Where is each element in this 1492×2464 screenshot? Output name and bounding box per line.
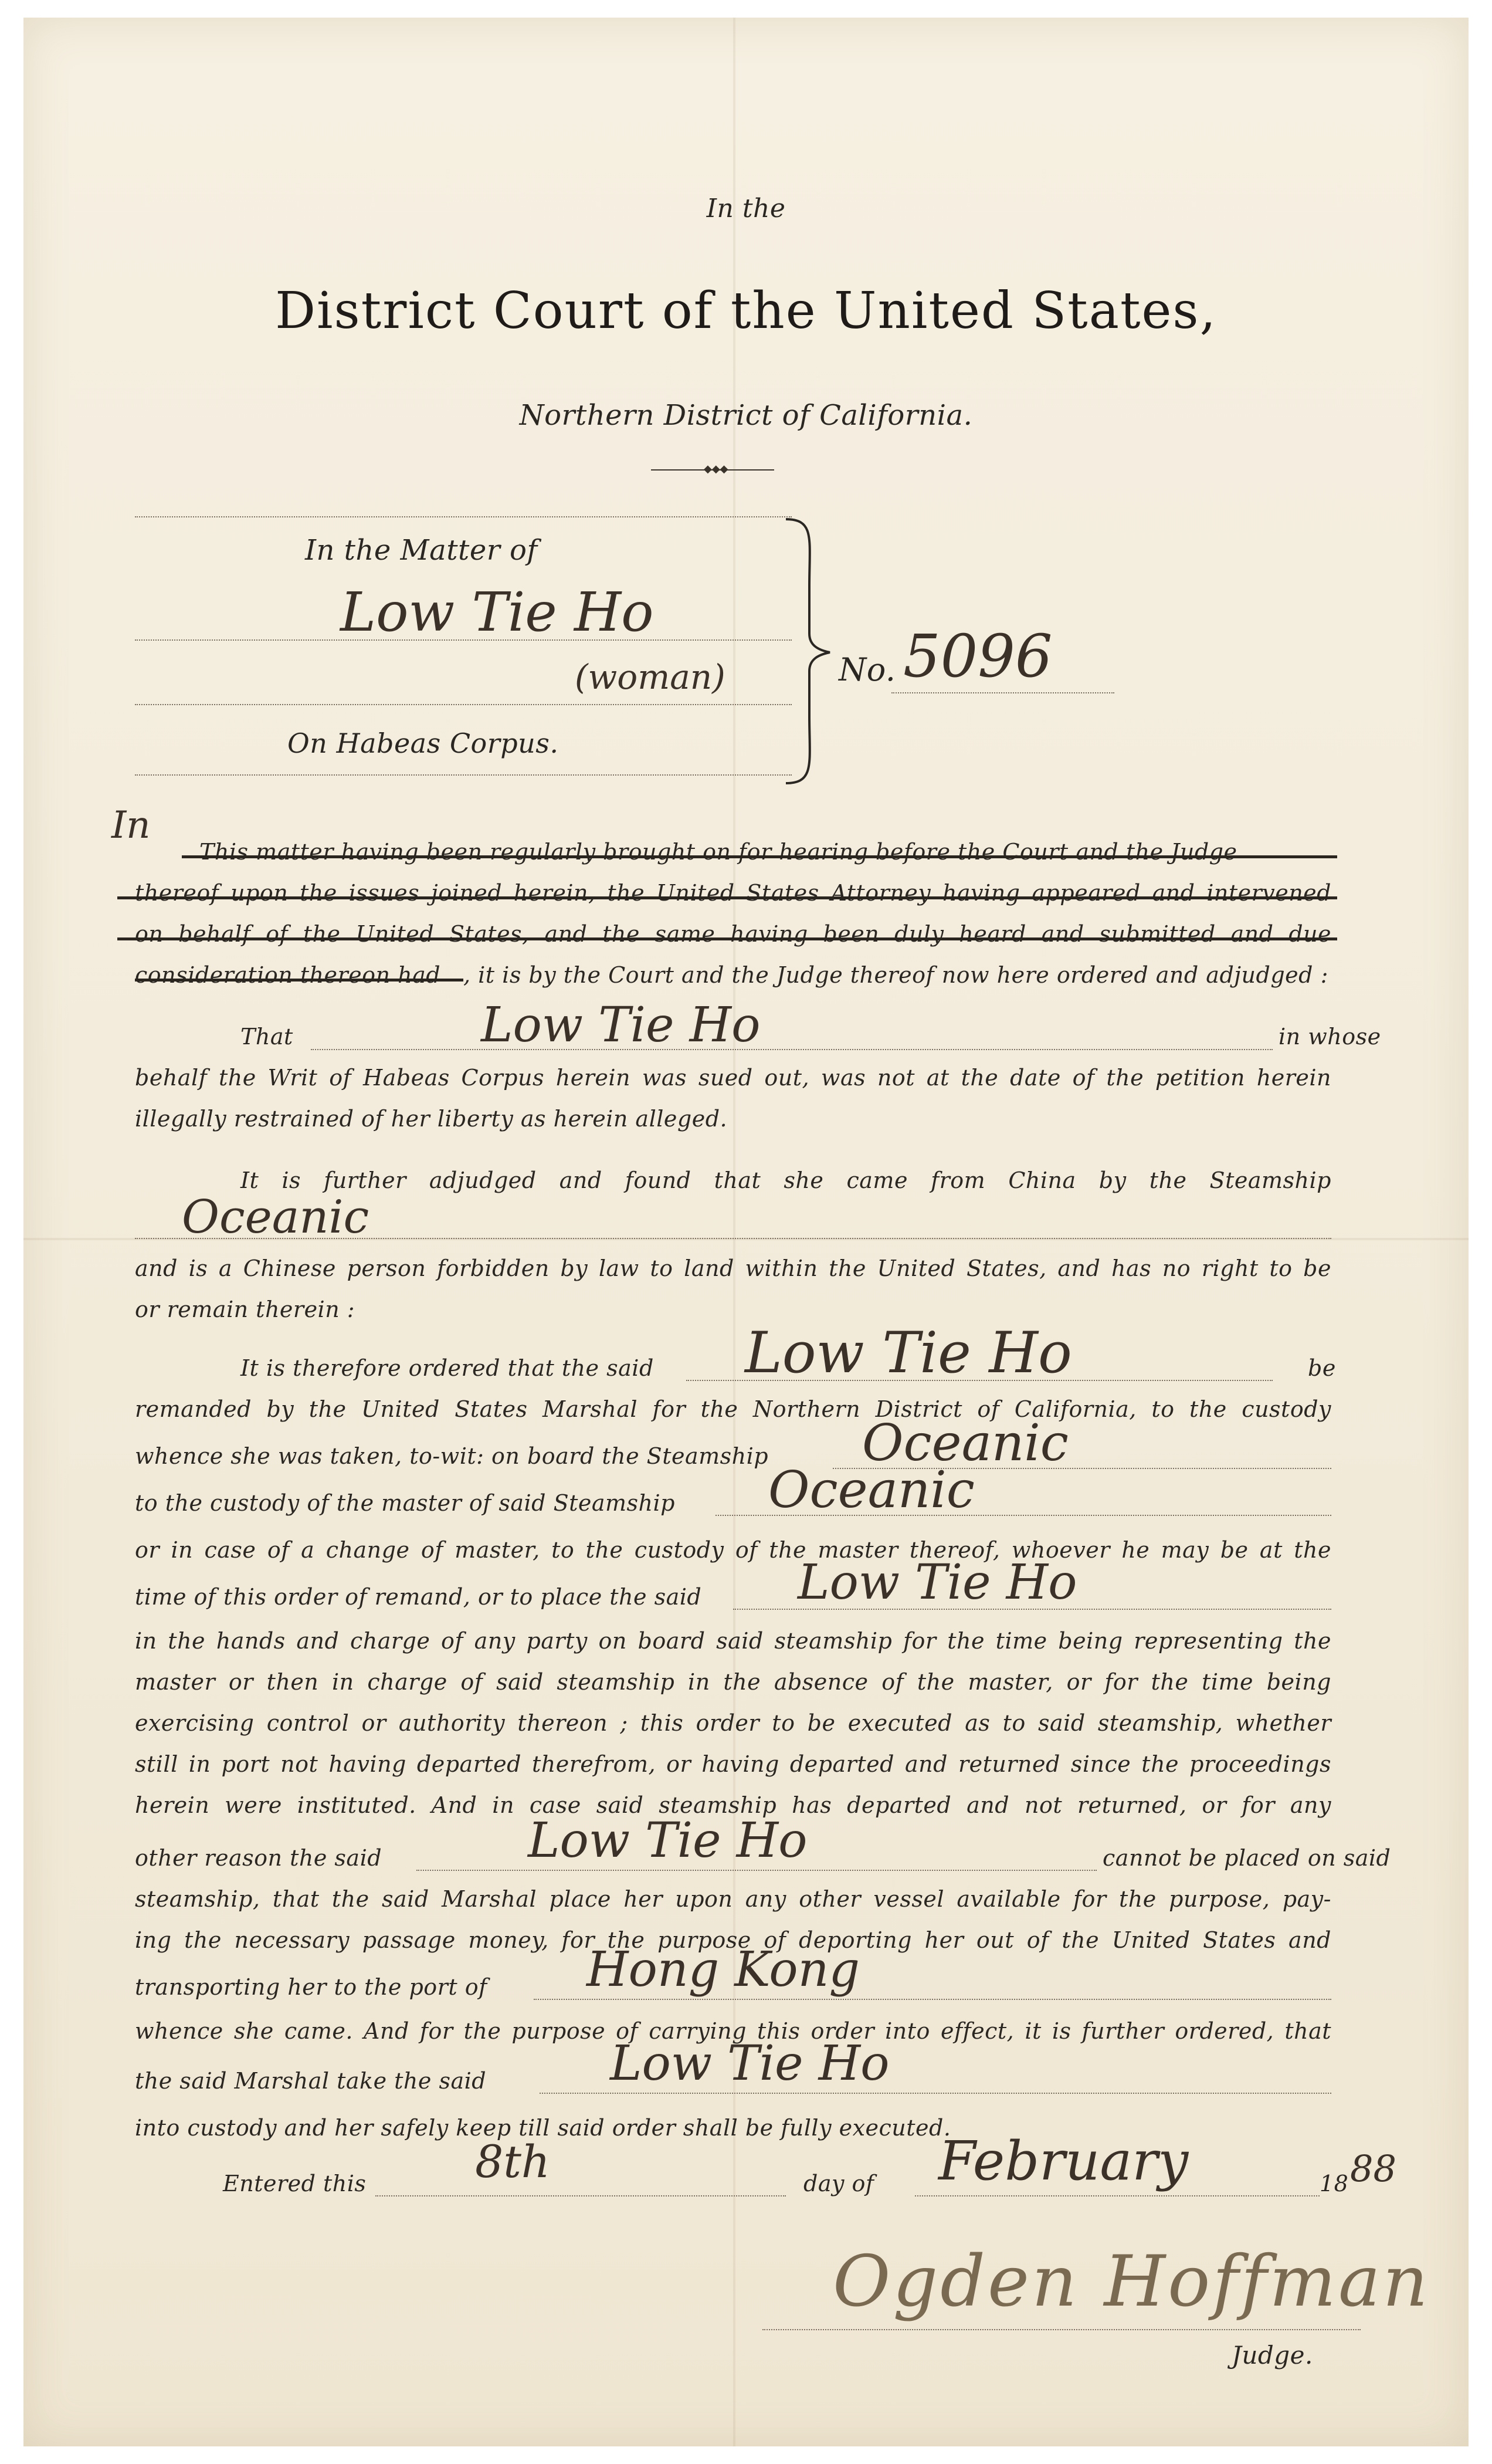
body-line-22: herein were instituted. And in case said steamship has departed and not returned, or for any (135, 1792, 1331, 1818)
ship-1-rule (135, 1238, 1331, 1239)
body-line-21: still in port not having departed therefrom, or having departed and returned since the proceedings (135, 1751, 1331, 1777)
line-12-name: Low Tie Ho (745, 1320, 1072, 1386)
judge-signature: Ogden Hoffman (833, 2241, 1430, 2323)
body-line-19: master or then in charge of said steamship in the absence of the master, or for the time being (135, 1669, 1331, 1695)
header-in-the: In the (706, 194, 786, 224)
strike-2 (117, 896, 1337, 899)
case-number: 5096 (903, 622, 1053, 691)
body-line-16: or in case of a change of master, to the custody of the master thereof, whoever he may be at the (135, 1537, 1331, 1563)
body-line-7: illegally restrained of her liberty as herein alleged. (135, 1106, 728, 1132)
body-line-28a: the said Marshal take the said (135, 2068, 487, 2094)
body-line-24: steamship, that the said Marshal place her upon any other vessel available for the purpose, pay- (135, 1886, 1331, 1912)
struck-line-2: thereof upon the issues joined herein, the United States Attorney having appeared and intervened (135, 880, 1331, 906)
line-28-name: Low Tie Ho (610, 2036, 890, 2091)
ship-name-3: Oceanic (768, 1461, 975, 1519)
in-whose-text: in whose (1279, 1024, 1381, 1050)
district-name: Northern District of California. (519, 399, 973, 432)
body-line-8: It is further adjudged and found that she came from China by the Steamship (240, 1167, 1331, 1193)
that-rule (311, 1049, 1273, 1050)
body-line-18: in the hands and charge of any party on board said steamship for the time being representing the (135, 1628, 1331, 1654)
entered-label: Entered this (223, 2171, 367, 2196)
strike-1 (182, 855, 1337, 858)
body-line-20: exercising control or authority thereon ; this order to be executed as to said steamship, whether (135, 1710, 1331, 1736)
caption-rule-3 (135, 704, 792, 705)
ship-name-1: Oceanic (182, 1191, 369, 1244)
line-4b: , it is by the Court and the Judge thereof now here ordered and adjudged : (463, 962, 1328, 988)
body-line-12b: be (1308, 1355, 1336, 1381)
in-insert: In (111, 804, 151, 847)
body-line-14a: whence she was taken, to-wit: on board the Steamship (135, 1443, 769, 1469)
body-line-29: into custody and her safely keep till said order shall be fully executed. (135, 2115, 951, 2141)
entered-day-rule (375, 2195, 786, 2196)
entered-day: 8th (475, 2135, 550, 2188)
body-line-11: or remain therein : (135, 1297, 355, 1322)
body-line-25: ing the necessary passage money, for the purpose of deporting her out of the United States and (135, 1927, 1331, 1953)
year-printed: 18 (1320, 2171, 1349, 2196)
caption-matter-of: In the Matter of (305, 534, 538, 567)
caption-bottom-rule (135, 774, 792, 776)
ornament-icon: ◆◆◆ (704, 463, 728, 475)
entered-month-rule (915, 2195, 1320, 2196)
struck-line-1: This matter having been regularly brought on for hearing before the Court and the Judge (199, 839, 1237, 865)
body-line-10: and is a Chinese person forbidden by law to land within the United States, and has no right to be (135, 1255, 1331, 1281)
judge-title: Judge. (1232, 2341, 1313, 2370)
body-line-12a: It is therefore ordered that the said (240, 1355, 654, 1381)
body-line-13: remanded by the United States Marshal for the Northern District of California, to the custody (135, 1396, 1331, 1422)
strike-3 (117, 937, 1337, 940)
that-label: That (240, 1024, 293, 1050)
signature-rule (762, 2329, 1361, 2330)
that-name: Low Tie Ho (481, 997, 761, 1053)
caption-brace-icon (774, 516, 845, 786)
strike-4 (135, 979, 463, 981)
day-of-label: day of (803, 2171, 874, 2196)
caption-top-rule (135, 516, 792, 517)
line-23-name: Low Tie Ho (528, 1813, 808, 1869)
case-number-rule (891, 692, 1114, 693)
body-line-6: behalf the Writ of Habeas Corpus herein was sued out, was not at the date of the petition herein (135, 1065, 1331, 1091)
body-line-17a: time of this order of remand, or to place the said (135, 1584, 702, 1610)
body-line-27: whence she came. And for the purpose of carrying this order into effect, it is further ordered, that (135, 2018, 1331, 2044)
struck-line-3: on behalf of the United States, and the same having been duly heard and submitted and due (135, 921, 1331, 947)
caption-note: (woman) (575, 657, 725, 697)
case-number-label: No. (839, 651, 896, 688)
line-17-name: Low Tie Ho (798, 1555, 1077, 1610)
body-line-23a: other reason the said (135, 1845, 382, 1871)
port-rule (534, 1999, 1331, 2000)
line-28-rule (540, 2093, 1331, 2094)
body-line-26a: transporting her to the port of (135, 1974, 487, 2000)
caption-habeas: On Habeas Corpus. (287, 727, 559, 759)
ship-name-2: Oceanic (862, 1414, 1069, 1473)
document-page (23, 18, 1469, 2446)
line-23-rule (416, 1870, 1097, 1871)
struck-line-4a: consideration thereon had (135, 962, 441, 988)
body-line-15a: to the custody of the master of said Steamship (135, 1490, 676, 1516)
caption-petitioner: Low Tie Ho (340, 581, 654, 644)
entered-month: February (938, 2130, 1189, 2192)
court-title: District Court of the United States, (275, 282, 1217, 340)
port-name: Hong Kong (586, 1942, 860, 1998)
body-line-23b: cannot be placed on said (1103, 1845, 1391, 1871)
caption-rule-2 (135, 639, 792, 641)
year-handwritten: 88 (1350, 2147, 1396, 2190)
